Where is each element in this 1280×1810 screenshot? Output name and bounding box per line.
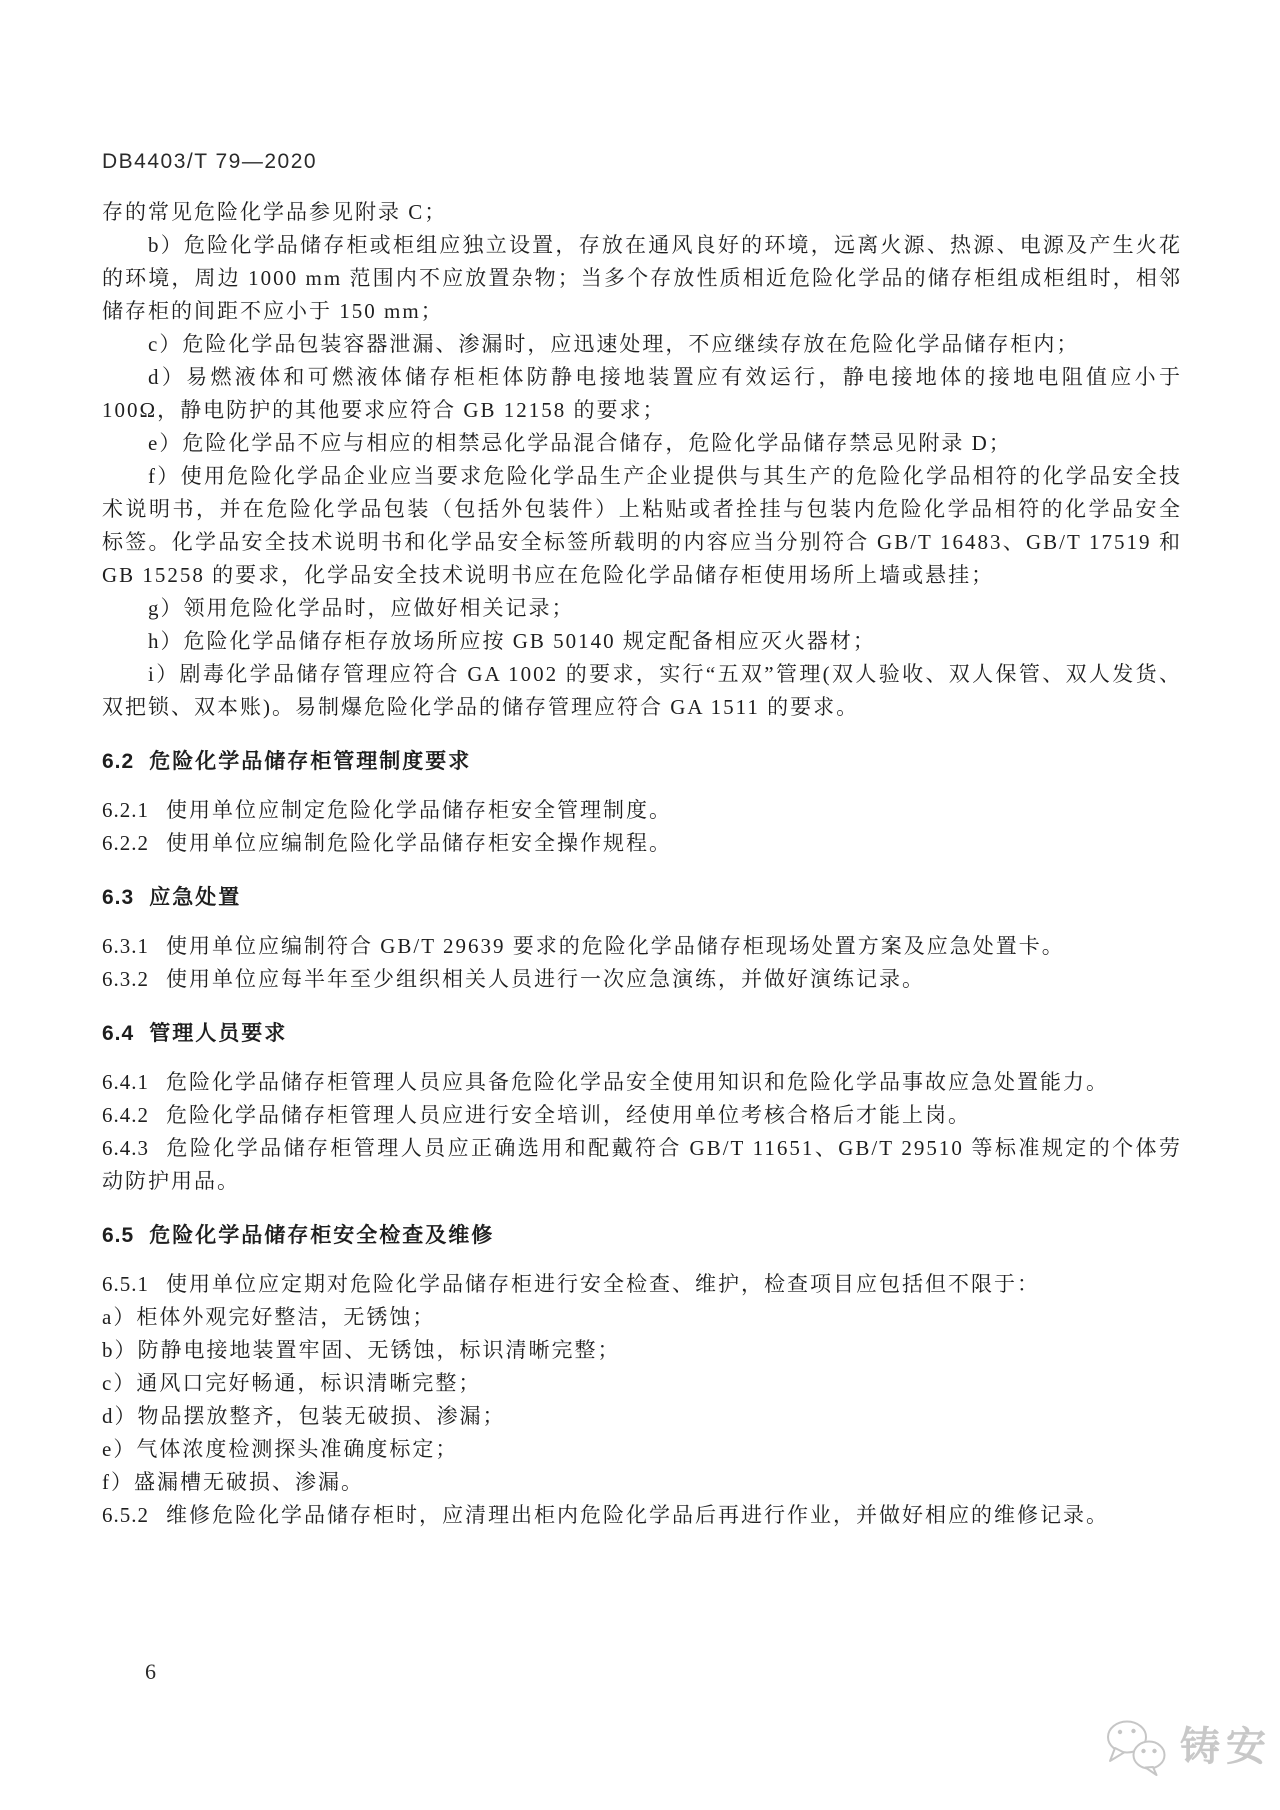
document-standard-number: DB4403/T 79—2020 [102,150,318,173]
page-number: 6 [145,1659,156,1684]
clause-number: 6.3.1 [102,934,149,958]
wechat-chat-bubbles-icon [1104,1718,1170,1776]
section-number: 6.2 [102,750,135,773]
body-paragraph: h）危险化学品储存柜存放场所应按 GB 50140 规定配备相应灭火器材； [148,629,876,653]
checklist-item: d）物品摆放整齐，包装无破损、渗漏； [102,1404,506,1428]
section-number: 6.3 [102,886,135,909]
watermark-label: 铸安 [1180,1725,1272,1769]
body-paragraph: c）危险化学品包装容器泄漏、渗漏时，应迅速处理，不应继续存放在危险化学品储存柜内； [148,332,1080,356]
clause-paragraph [102,963,1182,996]
clause-paragraph [102,1132,1182,1198]
body-paragraph: b）危险化学品储存柜或柜组应独立设置，存放在通风良好的环境，远离火源、热源、电源及产生火花的环境，周边 1000 mm 范围内不应放置杂物；当多个存放性质相近危险化学品的储存柜组成柜组时，相邻储存柜的间距不应小于 150 mm； [102,233,1182,323]
clause-text: 使用单位应制定危险化学品储存柜安全管理制度。 [166,798,672,822]
body-paragraph: i）剧毒化学品储存管理应符合 GA 1002 的要求，实行“五双”管理(双人验收、双人保管、双人发货、双把锁、双本账)。易制爆危险化学品的储存管理应符合 GA 1511 的要求。 [102,662,1182,719]
watermark [1104,1718,1272,1776]
section-heading [102,745,1182,778]
clause-number: 6.2.1 [102,798,149,822]
section-title: 危险化学品储存柜管理制度要求 [149,750,472,773]
body-paragraph: d）易燃液体和可燃液体储存柜柜体防静电接地装置应有效运行，静电接地体的接地电阻值应小于 100Ω，静电防护的其他要求应符合 GB 12158 的要求； [102,365,1182,422]
clause-paragraph [102,827,1182,860]
checklist-item: b）防静电接地装置牢固、无锈蚀，标识清晰完整； [102,1338,621,1362]
clause-number: 6.4.1 [102,1070,149,1094]
clause-number: 6.3.2 [102,967,149,991]
section-title: 应急处置 [149,886,242,909]
clause-paragraph [102,794,1182,827]
body-paragraph: f）使用危险化学品企业应当要求危险化学品生产企业提供与其生产的危险化学品相符的化学品安全技术说明书，并在危险化学品包装（包括外包装件）上粘贴或者拴挂与包装内危险化学品相符的化学品安全标签。化学品安全技术说明书和化学品安全标签所载明的内容应当分别符合 GB/T 16483、GB/T 17519 和 GB 15258 的要求，化学品安全技术说明书应在危险化学品储存柜使用场所上墙或悬挂； [102,464,1182,587]
clause-paragraph [102,1099,1182,1132]
clause-paragraph [102,930,1182,963]
section-title: 管理人员要求 [149,1022,288,1045]
body-paragraph: g）领用危险化学品时，应做好相关记录； [148,596,575,620]
clause-text: 使用单位应每半年至少组织相关人员进行一次应急演练，并做好演练记录。 [166,967,925,991]
body-paragraph: 存的常见危险化学品参见附录 C； [102,200,448,224]
clause-number: 6.5.2 [102,1503,149,1527]
clause-text: 使用单位应编制危险化学品储存柜安全操作规程。 [166,831,672,855]
clause-paragraph [102,1268,1182,1301]
clause-number: 6.5.1 [102,1272,149,1296]
clause-paragraph [102,1499,1182,1532]
clause-number: 6.2.2 [102,831,149,855]
clause-text: 危险化学品储存柜管理人员应正确选用和配戴符合 GB/T 11651、GB/T 29510 等标准规定的个体劳动防护用品。 [102,1136,1182,1193]
clause-number: 6.4.3 [102,1136,149,1160]
clause-text: 维修危险化学品储存柜时，应清理出柜内危险化学品后再进行作业，并做好相应的维修记录。 [166,1503,1109,1527]
clause-number: 6.4.2 [102,1103,149,1127]
document-body [102,196,1182,1532]
clause-text: 危险化学品储存柜管理人员应具备危险化学品安全使用知识和危险化学品事故应急处置能力。 [166,1070,1109,1094]
section-number: 6.5 [102,1224,135,1247]
section-heading [102,1017,1182,1050]
section-number: 6.4 [102,1022,135,1045]
body-paragraph: e）危险化学品不应与相应的相禁忌化学品混合储存，危险化学品储存禁忌见附录 D； [148,431,1012,455]
section-heading [102,881,1182,914]
checklist-item: c）通风口完好畅通，标识清晰完整； [102,1371,482,1395]
checklist-item: f）盛漏槽无破损、渗漏。 [102,1470,364,1494]
section-heading [102,1219,1182,1252]
checklist-item: a）柜体外观完好整洁，无锈蚀； [102,1305,436,1329]
checklist-item: e）气体浓度检测探头准确度标定； [102,1437,459,1461]
clause-paragraph [102,1066,1182,1099]
clause-text: 使用单位应定期对危险化学品储存柜进行安全检查、维护，检查项目应包括但不限于： [166,1272,1040,1296]
clause-text: 使用单位应编制符合 GB/T 29639 要求的危险化学品储存柜现场处置方案及应急处置卡。 [166,934,1065,958]
clause-text: 危险化学品储存柜管理人员应进行安全培训，经使用单位考核合格后才能上岗。 [166,1103,971,1127]
section-title: 危险化学品储存柜安全检查及维修 [149,1224,495,1247]
